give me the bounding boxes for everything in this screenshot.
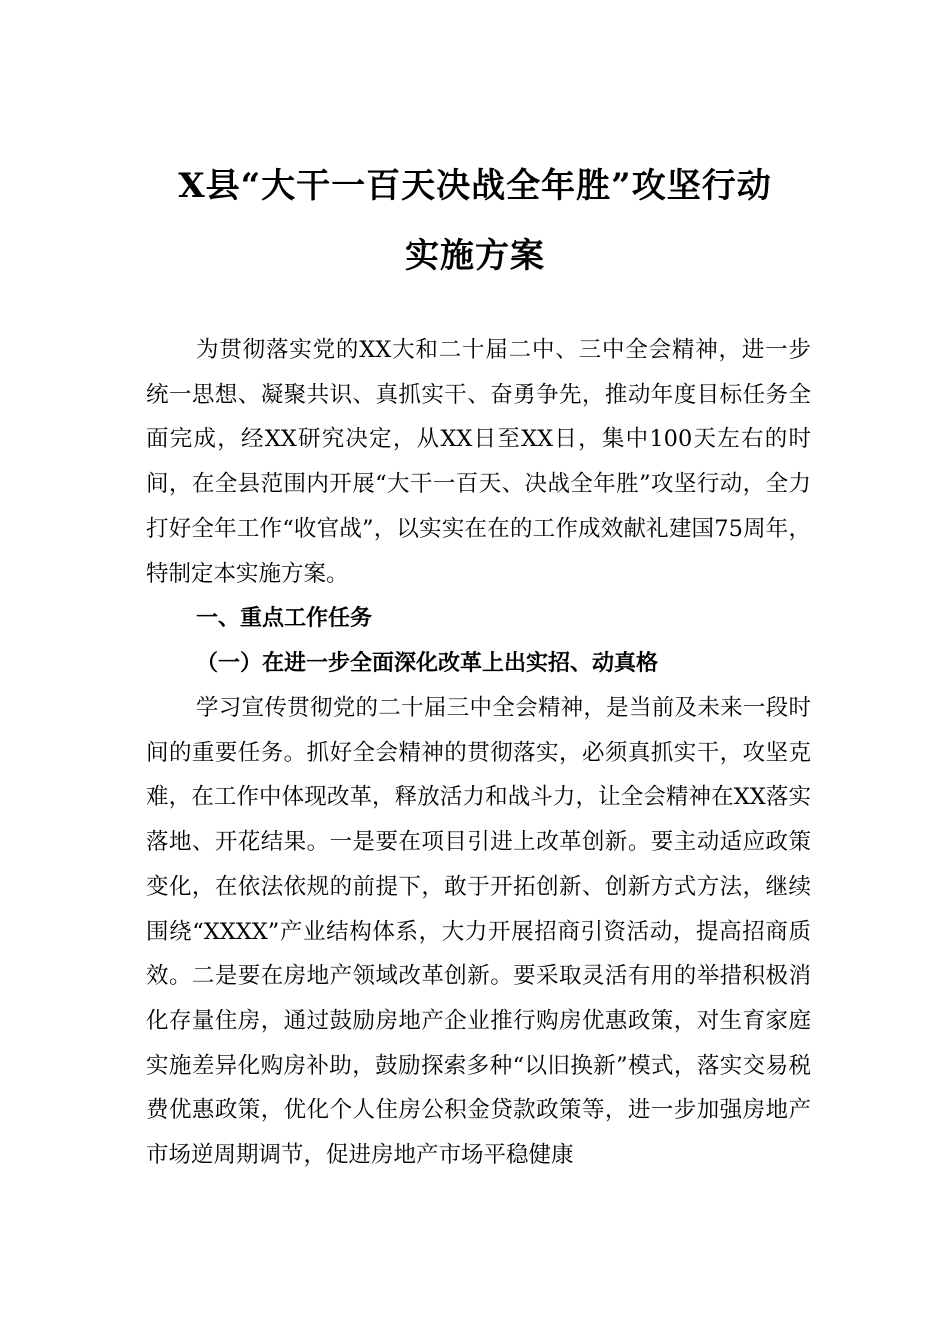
- body-paragraph: 学习宣传贯彻党的二十届三中全会精神，是当前及未来一段时间的重要任务。抓好全会精神的贯彻落实，必须真抓实干，攻坚克难，在工作中体现改革，释放活力和战斗力，让全会精神在XX落实落地、开花结果。一是要在项目引进上改革创新。要主动适应政策变化，在依法依规的前提下，敢于开拓创新、创新方式方法，继续围绕“XXXX”产业结构体系，大力开展招商引资活动，提高招商质效。二是要在房地产领域改革创新。要采取灵活有用的举措积极消化存量住房，通过鼓励房地产企业推行购房优惠政策，对生育家庭实施差异化购房补助，鼓励探索多种“以旧换新”模式，落实交易税费优惠政策，优化个人住房公积金贷款政策等，进一步加强房地产市场逆周期调节，促进房地产市场平稳健康: [146, 695, 811, 1169]
- section-heading: 一、重点工作任务: [196, 606, 373, 631]
- document-title-line-1: X县“大干一百天决战全年胜”攻坚行动: [178, 166, 772, 206]
- intro-paragraph: 为贯彻落实党的XX大和二十届二中、三中全会精神，进一步统一思想、凝聚共识、真抓实干、奋勇争先，推动年度目标任务全面完成，经XX研究决定，从XX日至XX日，集中100天左右的时间，在全县范围内开展“大干一百天、决战全年胜”攻坚行动，全力打好全年工作“收官战”，以实实在在的工作成效献礼建国75周年，特制定本实施方案。: [146, 337, 811, 587]
- subsection-heading: （一）在进一步全面深化改革上出实招、动真格: [196, 650, 659, 676]
- document-title-line-2: 实施方案: [405, 236, 545, 276]
